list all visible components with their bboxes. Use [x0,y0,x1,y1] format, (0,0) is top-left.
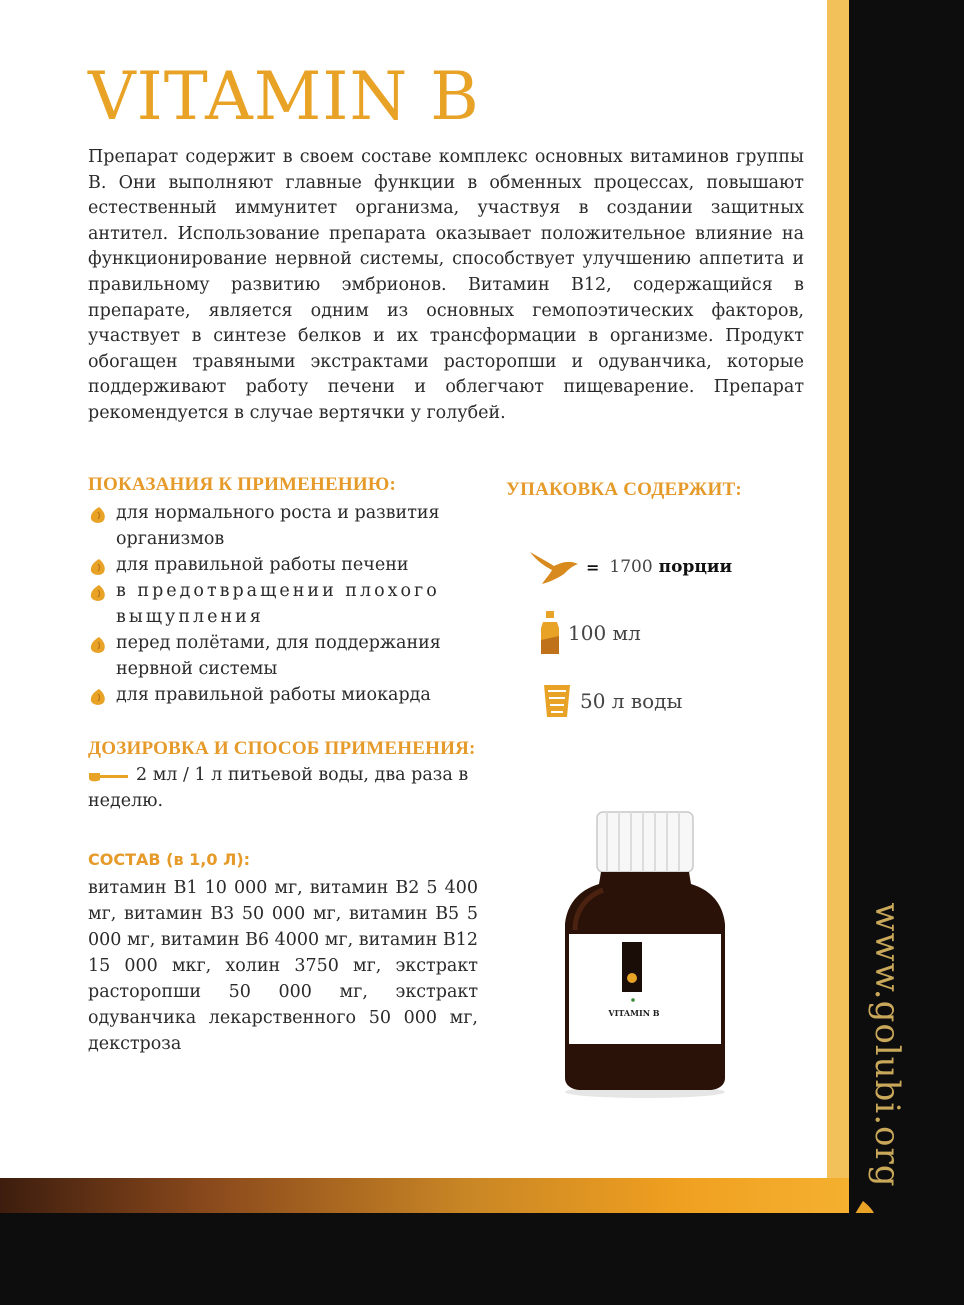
gold-side-strip [827,0,849,1210]
intro-paragraph: Препарат содержит в своем составе комплекс основных витаминов группы В. Они выполняют главные функции в обменных процессах, повышают естественный иммунитет организма, участвуя в создании защитных антител. Использование препарата оказывает положительное влияние на функционирование нервной системы, способствует улучшению аппетита и правильному развитию эмбрионов. Витамин В12, содержащийся в препарате, является одним из основных гемопоэтических факторов, участвует в синтезе белков и их трансформации в организме. Продукт обогащен травяными экстрактами расторопши и одуванчика, которые поддерживают работу печени и облегчают пищеварение. Препарат рекомендуется в случае вертячки у голубей. [88,147,804,423]
dosage-text: 2 мл / 1 л питьевой воды, два раза в неделю. [88,765,469,811]
side-url[interactable]: www.golubi.org [867,902,907,1188]
list-item [88,552,480,578]
measuring-spoon-icon [88,769,130,783]
list-item [88,682,480,708]
list-item [88,630,480,682]
package-portions [528,548,732,586]
portions-equals: = [586,557,600,577]
bottom-black-band [0,1213,964,1305]
drop-bullet-icon [90,688,106,706]
drop-bullet-icon [90,636,106,654]
bottle-label-text: VITAMIN B [608,1008,660,1018]
bottle-icon [540,610,560,656]
page-title: VITAMIN B [88,58,480,135]
drop-bullet-icon [90,584,106,602]
composition-heading: СОСТАВ (в 1,0 Л): [88,850,251,869]
water-text: 50 л воды [580,689,683,713]
product-bottle-image [555,800,735,1100]
package-water [542,683,682,719]
volume-text: 100 мл [568,621,641,645]
package-heading: УПАКОВКА СОДЕРЖИТ: [506,479,742,500]
drop-bullet-icon [90,558,106,576]
indications-list [88,500,480,708]
list-item [88,500,480,552]
list-item [88,578,480,630]
indication-text: в предотвращении плохого выщупления [116,581,440,627]
measuring-cup-icon [542,683,572,719]
indications-heading: ПОКАЗАНИЯ К ПРИМЕНЕНИЮ: [88,474,396,495]
bottom-gradient-bar [0,1178,849,1213]
indication-text: для правильной работы печени [116,555,409,575]
composition-text: витамин В1 10 000 мг, витамин В2 5 400 мг, витамин В3 50 000 мг, витамин В5 5 000 мг, витамин В6 4000 мг, витамин В12 15 000 мкг, холин 3750 мг, экстракт расторопши 50 000 мг, экстракт одуванчика лекарственного 50 000 мг, декстроза [88,878,478,1054]
package-volume [540,610,641,656]
portions-value: 1700 [609,557,653,577]
indication-text: перед полётами, для поддержания нервной системы [116,633,441,679]
indication-text: для нормального роста и развития организмов [116,503,440,549]
indication-text: для правильной работы миокарда [116,685,431,705]
drop-bullet-icon [90,506,106,524]
pigeon-icon [528,548,582,586]
dosage-heading: ДОЗИРОВКА И СПОСОБ ПРИМЕНЕНИЯ: [88,738,476,759]
dosage-text-block [88,762,488,814]
portions-label: порции [658,557,733,577]
